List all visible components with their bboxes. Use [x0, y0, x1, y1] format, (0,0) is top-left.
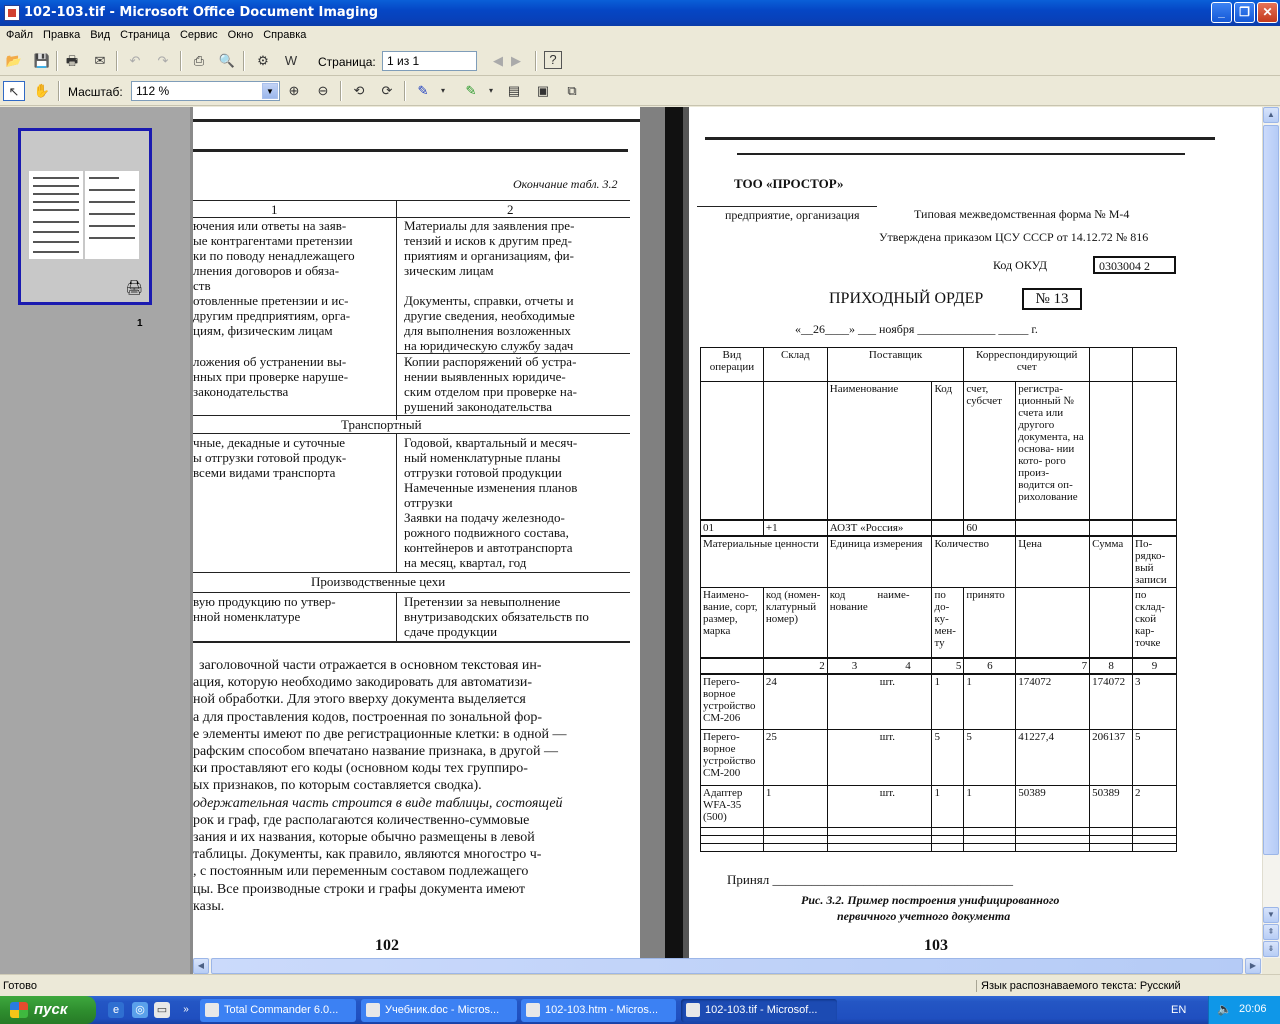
toolbar-separator: [180, 51, 182, 71]
start-label: пуск: [34, 1001, 68, 1018]
row1-operation: 01: [701, 520, 764, 536]
app-icon[interactable]: [4, 5, 20, 21]
vertical-scroll-thumb[interactable]: [1263, 125, 1279, 855]
item-name: Перего- ворное устройство СМ-200: [701, 730, 764, 786]
company-underline: [697, 206, 877, 207]
body-line: е элементы имеют по две регистрационные клетки: в одной —: [193, 726, 567, 742]
empty-cell: [1133, 348, 1177, 382]
rotate-left-icon[interactable]: ⟲: [353, 83, 365, 98]
table-border: [193, 433, 630, 434]
cell-b: рожного подвижного состава,: [404, 525, 569, 540]
toolbar-separator: [404, 81, 406, 101]
body-line: казы.: [193, 898, 225, 914]
top-rule: [193, 149, 628, 152]
table-border: [193, 592, 630, 593]
header-supplier: Поставщик: [827, 348, 964, 382]
menu-page[interactable]: Страница: [120, 29, 170, 41]
status-text: Готово: [3, 980, 37, 992]
empty-cell: [701, 382, 764, 520]
previous-page-icon[interactable]: ◀: [493, 53, 503, 68]
order-table: [700, 347, 1177, 852]
task-label: 102-103.tif - Microsof...: [705, 1004, 818, 1016]
next-page-scroll-icon[interactable]: ⇟: [1263, 941, 1279, 957]
header-accepted: принято: [964, 588, 1016, 658]
toolbar-separator: [340, 81, 342, 101]
cell-a: ложения об устранении вы-: [193, 354, 347, 369]
zoom-in-icon[interactable]: ⊕: [288, 83, 300, 98]
body-line: ых признаков, по которым составляется сводка).: [193, 778, 482, 794]
cell-b: отгрузки: [404, 495, 453, 510]
colnum: 8: [1090, 658, 1133, 674]
item-code: 25: [763, 730, 827, 786]
okud-code: 0303004 2: [1093, 256, 1176, 274]
cell-b: контейнеров и автотранспорта: [404, 540, 573, 555]
row1-warehouse: +1: [763, 520, 827, 536]
rotate-right-icon[interactable]: ⟳: [381, 83, 393, 98]
cell-b: сдаче продукции: [404, 624, 498, 639]
header-subaccount: счет, субсчет: [964, 382, 1016, 520]
header-unit-name: наиме- нование: [829, 589, 910, 613]
top-rule: [193, 119, 640, 122]
thumbnail-page-left: [29, 171, 83, 259]
scroll-right-icon[interactable]: ▶: [1245, 958, 1261, 974]
header-code: Код: [932, 382, 964, 520]
empty-cell: [1090, 520, 1133, 536]
toolbar-separator: [243, 51, 245, 71]
body-line: , с постоянным или переменным составом подлежащего: [193, 864, 529, 880]
search-icon[interactable]: ◎: [132, 1002, 148, 1018]
maximize-button[interactable]: ❐: [1234, 2, 1255, 23]
body-text: [193, 657, 630, 915]
scan-icon[interactable]: ⎙: [193, 53, 205, 68]
send-to-word-icon[interactable]: W: [284, 53, 298, 68]
page-102: [193, 107, 640, 958]
company-name: ТОО «ПРОСТОР»: [734, 176, 844, 191]
cell-a: законодательства: [193, 384, 289, 399]
section-transport: Транспортный: [341, 417, 422, 432]
cell-b: нении выявленных юридиче-: [404, 369, 566, 384]
header-by-document: по до- ку- мен- ту: [932, 588, 964, 658]
cell-a: ючения или ответы на заяв-: [193, 218, 347, 233]
cell-a: нной номенклатуре: [193, 609, 301, 624]
header-unit-code: [827, 588, 932, 658]
empty-cell: [932, 520, 964, 536]
row1-account: 60: [964, 520, 1016, 536]
word-icon: [526, 1003, 540, 1017]
cell-b: зическим лицам: [404, 263, 494, 278]
annotation-toolbar: [0, 76, 1280, 106]
header-item-name: Наимено- вание, сорт, размер, марка: [701, 588, 764, 658]
item-by-document: 1: [932, 674, 964, 730]
row1-supplier: АОЗТ «Россия»: [827, 520, 932, 536]
item-card: 3: [1133, 674, 1177, 730]
cell-b: Копии распоряжений об устра-: [404, 354, 577, 369]
cell-a: лнения договоров и обяза-: [193, 263, 340, 278]
taskbar-item-total-commander[interactable]: [200, 999, 356, 1022]
ocr-icon[interactable]: ⚙: [257, 53, 269, 68]
select-pointer-icon[interactable]: ↖: [3, 81, 25, 101]
item-by-document: 1: [932, 786, 964, 828]
order-date: «__26____» ___ ноября _____________ _____ г.: [795, 322, 1038, 336]
okud-label: Код ОКУД: [993, 258, 1048, 272]
thumbnail-page-number: 1: [137, 318, 143, 329]
cell-b: на юридическую службу задач: [404, 338, 574, 353]
cell-b: Претензии за невыполнение: [404, 594, 561, 609]
scan-binding-edge: [683, 107, 689, 958]
windows-logo-icon: [10, 1002, 28, 1018]
table-divider: [396, 200, 397, 420]
page-number-field[interactable]: 1 из 1: [382, 51, 477, 71]
body-line: заголовочной части отражается в основном текстовая ин-: [199, 658, 542, 673]
cell-a: чные, декадные и суточные: [193, 435, 346, 450]
help-icon[interactable]: ?: [544, 51, 562, 69]
page-103: [665, 107, 1262, 958]
page-number-right: 103: [924, 937, 948, 954]
item-code: 1: [763, 786, 827, 828]
colnum: 3: [851, 659, 858, 672]
clock[interactable]: 20:06: [1239, 1003, 1267, 1015]
task-label: 102-103.htm - Micros...: [545, 1004, 659, 1016]
save-icon[interactable]: 💾: [33, 53, 51, 68]
cell-b: Годовой, квартальный и месяч-: [404, 435, 578, 450]
item-accepted: 1: [964, 674, 1016, 730]
zoom-label: Масштаб:: [68, 85, 123, 99]
table-border: [193, 415, 630, 416]
taskbar-item-word-htm[interactable]: [521, 999, 676, 1022]
header-nomenclature-code: код (номен- клатурный номер): [763, 588, 827, 658]
cell-a: ые контрагентами претензии: [193, 233, 353, 248]
colnum: 7: [1016, 658, 1090, 674]
empty-cell: [1090, 588, 1133, 658]
hand-pan-icon[interactable]: ✋: [33, 83, 51, 98]
total-commander-icon: [205, 1003, 219, 1017]
header-quantity: Количество: [932, 536, 1016, 588]
top-rule: [705, 137, 1215, 140]
table-border: [193, 572, 630, 573]
header-sum: Сумма: [1090, 536, 1133, 588]
empty-cell: [1016, 588, 1090, 658]
header-by-card: по склад- ской кар- точке: [1133, 588, 1177, 658]
col2-header: 2: [507, 202, 514, 217]
cell-a: ы отгрузки готовой продук-: [193, 450, 347, 465]
header-record-no: По- рядко- вый записи: [1133, 536, 1177, 588]
menu-bar: [0, 26, 1280, 46]
pen-icon[interactable]: ✎: [417, 83, 429, 98]
zoom-out-icon[interactable]: ⊖: [317, 83, 329, 98]
find-icon[interactable]: 🔍: [218, 53, 236, 68]
internet-explorer-icon[interactable]: e: [108, 1002, 124, 1018]
item-unit: шт.: [879, 731, 895, 743]
page-thumbnail[interactable]: [18, 128, 152, 305]
volume-icon[interactable]: 🔈: [1217, 1002, 1232, 1016]
empty-cell: [763, 382, 827, 520]
cell-b: Документы, справки, отчеты и: [404, 293, 574, 308]
cell-a: нных при проверке наруше-: [193, 369, 349, 384]
language-indicator[interactable]: EN: [1171, 1004, 1187, 1016]
header-unit: Единица измерения: [827, 536, 932, 588]
menu-window[interactable]: Окно: [227, 29, 254, 41]
taskbar-item-document-imaging[interactable]: [681, 999, 837, 1022]
cell-b: ским отделом при проверке на-: [404, 384, 577, 399]
horizontal-scroll-thumb[interactable]: [211, 958, 1243, 974]
vertical-scrollbar[interactable]: [1262, 107, 1280, 958]
ocr-language: Язык распознаваемого текста: Русский: [976, 980, 1181, 992]
cell-a: всеми видами транспорта: [193, 465, 336, 480]
body-line: ки проставляют его коды (основном коды тех группиро-: [193, 761, 528, 777]
section-production: Производственные цехи: [311, 574, 446, 589]
minimize-button[interactable]: _: [1211, 2, 1232, 23]
cell-b: приятиям и организациям, фи-: [404, 248, 574, 263]
task-label: Учебник.doc - Micros...: [385, 1004, 500, 1016]
empty-cell: [1016, 520, 1090, 536]
start-button[interactable]: [0, 996, 96, 1024]
item-accepted: 5: [964, 730, 1016, 786]
header-corr-account: Корреспондирующий счет: [964, 348, 1090, 382]
toolbar-separator: [56, 51, 58, 71]
title-bar: [0, 0, 1280, 26]
chevron-right-icon[interactable]: »: [183, 1004, 189, 1015]
header-warehouse: Склад: [763, 348, 827, 382]
body-line: одержательная часть строится в виде таблицы, состоящей: [193, 795, 563, 811]
header-operation: Вид операции: [701, 348, 764, 382]
item-name: Адаптер WFA-35 (500): [701, 786, 764, 828]
taskbar: [0, 996, 1280, 1024]
item-name: Перего- ворное устройство СМ-206: [701, 674, 764, 730]
page-label: Страница:: [318, 55, 376, 69]
scroll-left-icon[interactable]: ◀: [193, 958, 209, 974]
header-registration: регистра- ционный № счета или другого документа, на основа- нии кото- рого произ- водится оп- рихолование: [1016, 382, 1090, 520]
highlighter-dropdown-icon[interactable]: ▾: [488, 86, 493, 95]
col1-header: 1: [271, 202, 278, 217]
cell-b: ный номенклатурные планы: [404, 450, 561, 465]
item-sum: 50389: [1090, 786, 1133, 828]
item-unit-cell: [827, 786, 932, 828]
redo-icon[interactable]: ↷: [157, 53, 169, 68]
cell-a: другим предприятиям, орга-: [193, 308, 351, 323]
body-line: зания и их названия, которые обычно размещены в левой: [193, 830, 535, 846]
table-border: [193, 641, 630, 643]
body-line: а для проставления кодов, построенная по зональной фор-: [193, 709, 543, 725]
cell-a: ств: [193, 278, 211, 293]
empty-cell: [1090, 348, 1133, 382]
table-row: [701, 674, 1177, 730]
item-accepted: 1: [964, 786, 1016, 828]
chevron-down-icon[interactable]: ▼: [262, 83, 278, 99]
task-label: Total Commander 6.0...: [224, 1004, 339, 1016]
empty-cell: [1133, 520, 1177, 536]
taskbar-item-word-doc[interactable]: [361, 999, 517, 1022]
toolbar-separator: [535, 51, 537, 71]
menu-tools[interactable]: Сервис: [179, 29, 218, 41]
table-row: [701, 730, 1177, 786]
accepted-by: Принял _____________________________________: [727, 872, 1014, 887]
scanner-badge-icon: 🖨: [125, 279, 143, 295]
cell-b: Материалы для заявления пре-: [404, 218, 575, 233]
cell-b: для выполнения возложенных: [404, 323, 571, 338]
cell-b: Заявки на подачу железнодо-: [404, 510, 565, 525]
print-icon[interactable]: 🖶: [65, 53, 79, 68]
menu-edit[interactable]: Правка: [43, 29, 81, 41]
item-by-document: 5: [932, 730, 964, 786]
header-unit-code-label: код: [829, 589, 846, 601]
order-number: № 13: [1022, 288, 1082, 310]
item-unit-cell: [827, 674, 932, 730]
page-number-left: 102: [375, 937, 399, 954]
empty-cell: [1133, 382, 1177, 520]
system-tray: [1208, 996, 1280, 1024]
cell-a: циям, физическим лицам: [193, 323, 333, 338]
window-title: 102-103.tif - Microsoft Office Document Imaging: [24, 5, 379, 20]
cell-b: другие сведения, необходимые: [404, 308, 575, 323]
body-line: ация, которую необходимо закодировать для автоматизи-: [193, 675, 533, 691]
colnum: 6: [964, 658, 1016, 674]
picture-icon[interactable]: ▣: [536, 83, 550, 98]
item-price: 41227,4: [1016, 730, 1090, 786]
zoom-value: 112 %: [136, 84, 170, 98]
cell-b: Намеченные изменения планов: [404, 480, 578, 495]
cell-a: ки по поводу ненадлежащего: [193, 248, 355, 263]
open-icon[interactable]: 📂: [5, 53, 23, 68]
top-rule: [737, 153, 1185, 155]
cell-a: отовленные претензии и ис-: [193, 293, 349, 308]
cell-b: внутризаводских обязательств по: [404, 609, 589, 624]
item-card: 2: [1133, 786, 1177, 828]
highlighter-icon[interactable]: ✎: [465, 83, 477, 98]
body-line: таблицы. Документы, как правило, являются многостро ч-: [193, 847, 542, 863]
header-name: Наименование: [827, 382, 932, 520]
header-price: Цена: [1016, 536, 1090, 588]
table-divider: [396, 433, 397, 573]
scroll-up-icon[interactable]: ▲: [1263, 107, 1279, 123]
toolbar-separator: [58, 81, 60, 101]
document-view[interactable]: [193, 107, 1262, 958]
cell-a: вую продукцию по утвер-: [193, 594, 336, 609]
cell-b: рушений законодательства: [404, 399, 552, 414]
next-page-icon[interactable]: ▶: [511, 53, 521, 68]
item-code: 24: [763, 674, 827, 730]
company-caption: предприятие, организация: [725, 208, 860, 222]
colnum: 9: [1133, 658, 1177, 674]
menu-file[interactable]: Файл: [6, 29, 34, 41]
empty-cell: [1090, 382, 1133, 520]
table-row: [701, 836, 1177, 844]
reading-view-icon[interactable]: ⧉: [567, 83, 577, 98]
colnum: 4: [905, 659, 911, 672]
standard-toolbar: [0, 46, 1280, 76]
scan-binding-shadow: [665, 107, 683, 958]
document-imaging-icon: [686, 1003, 700, 1017]
word-icon: [366, 1003, 380, 1017]
table-border: [193, 200, 630, 201]
thumbnail-page-right: [85, 171, 139, 259]
item-price: 50389: [1016, 786, 1090, 828]
toolbar-separator: [116, 51, 118, 71]
figure-caption-line1: Рис. 3.2. Пример построения унифицированного: [801, 893, 1060, 907]
pen-dropdown-icon[interactable]: ▾: [440, 86, 445, 95]
approval-note: Утверждена приказом ЦСУ СССР от 14.12.72 № 816: [879, 230, 1149, 244]
scroll-down-icon[interactable]: ▼: [1263, 907, 1279, 923]
table-row: [701, 786, 1177, 828]
menu-view[interactable]: Вид: [90, 29, 111, 41]
cell-b: тензий и исков к другим пред-: [404, 233, 572, 248]
colnum-cell: [827, 658, 932, 674]
horizontal-scrollbar[interactable]: [193, 958, 1262, 974]
thumbnail-pane: [0, 107, 190, 974]
form-type: Типовая межведомственная форма № М-4: [914, 207, 1130, 221]
cell-b: отгрузки готовой продукции: [404, 465, 562, 480]
item-unit: шт.: [879, 675, 895, 688]
table-divider: [396, 592, 397, 642]
cell-b: на месяц, квартал, год: [404, 555, 527, 570]
text-box-icon[interactable]: ▤: [507, 83, 521, 98]
item-price: 174072: [1016, 674, 1090, 730]
item-sum: 206137: [1090, 730, 1133, 786]
item-card: 5: [1133, 730, 1177, 786]
body-line: цы. Все производные строки и графы документа имеют: [193, 881, 525, 897]
colnum: 5: [932, 658, 964, 674]
item-unit: шт.: [879, 787, 895, 799]
header-materials: Материальные ценности: [701, 536, 828, 588]
table-row: [701, 844, 1177, 852]
colnum: 2: [763, 658, 827, 674]
menu-help[interactable]: Справка: [263, 29, 307, 41]
item-unit-cell: [827, 730, 932, 786]
item-sum: 174072: [1090, 674, 1133, 730]
body-line: рок и граф, где располагаются количественно-суммовые: [193, 812, 530, 828]
order-title: ПРИХОДНЫЙ ОРДЕР: [829, 290, 984, 307]
figure-caption-line2: первичного учетного документа: [837, 909, 1011, 923]
undo-icon[interactable]: ↶: [129, 53, 141, 68]
colnum-cell: [701, 658, 764, 674]
send-icon[interactable]: ✉: [94, 53, 106, 68]
body-line: ной обработки. Для этого вверху документа выделяется: [193, 692, 526, 708]
zoom-select[interactable]: [131, 81, 280, 101]
table-caption: Окончание табл. 3.2: [513, 177, 618, 191]
close-button[interactable]: ✕: [1257, 2, 1278, 23]
status-bar: [0, 974, 1280, 996]
previous-page-scroll-icon[interactable]: ⇞: [1263, 924, 1279, 940]
table-row: [701, 828, 1177, 836]
body-line: рафским способом впечатано название признака, в другой —: [193, 744, 559, 760]
desktop-icon[interactable]: ▭: [154, 1002, 170, 1018]
